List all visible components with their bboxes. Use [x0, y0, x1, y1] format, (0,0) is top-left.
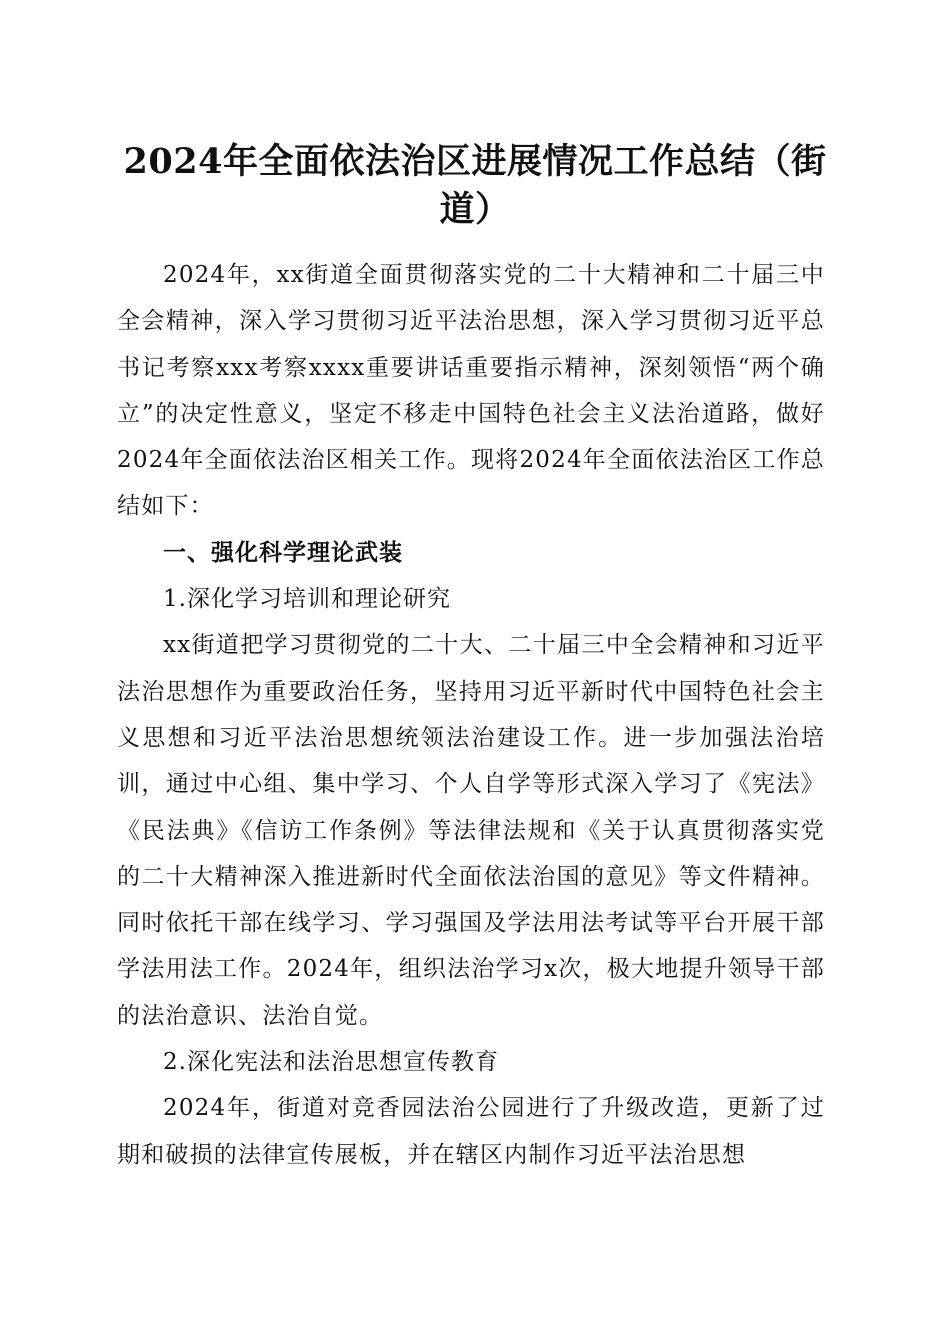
document-title: 2024年全面依法治区进展情况工作总结（街道）	[123, 141, 827, 230]
section-heading: 一、强化科学理论武装	[163, 539, 403, 566]
subsection-heading: 1.深化学习培训和理论研究	[163, 586, 451, 613]
body-paragraph: xx街道把学习贯彻党的二十大、二十届三中全会精神和习近平法治思想作为重要政治任务，坚持用习近平新时代中国特色社会主义思想和习近平法治思想统领法治建设工作。进一步加强法治培训，通过中心组、集中学习、个人自学等形式深入学习了《宪法》《民法典》《信访工作条例》等法律法规和《关于认真贯彻落实党的二十大精神深入推进新时代全面依法治国的意见》等文件精神。同时依托干部在线学习、学习强国及学法用法考试等平台开展干部学法用法工作。2024年，组织法治学习x次，极大地提升领导干部的法治意识、法治自觉。	[117, 632, 825, 1029]
body-paragraph: 2024年，街道对竞香园法治公园进行了升级改造，更新了过期和破损的法律宣传展板，并在辖区内制作习近平法治思想	[117, 1095, 825, 1168]
document-body	[117, 252, 825, 1178]
subsection-heading: 2.深化宪法和法治思想宣传教育	[163, 1049, 499, 1076]
intro-paragraph: 2024年，xx街道全面贯彻落实党的二十大精神和二十届三中全会精神，深入学习贯彻习近平法治思想，深入学习贯彻习近平总书记考察xxx考察xxxx重要讲话重要指示精神，深刻领悟“两个确立”的决定性意义，坚定不移走中国特色社会主义法治道路，做好2024年全面依法治区相关工作。现将2024年全面依法治区工作总结如下：	[117, 262, 825, 520]
